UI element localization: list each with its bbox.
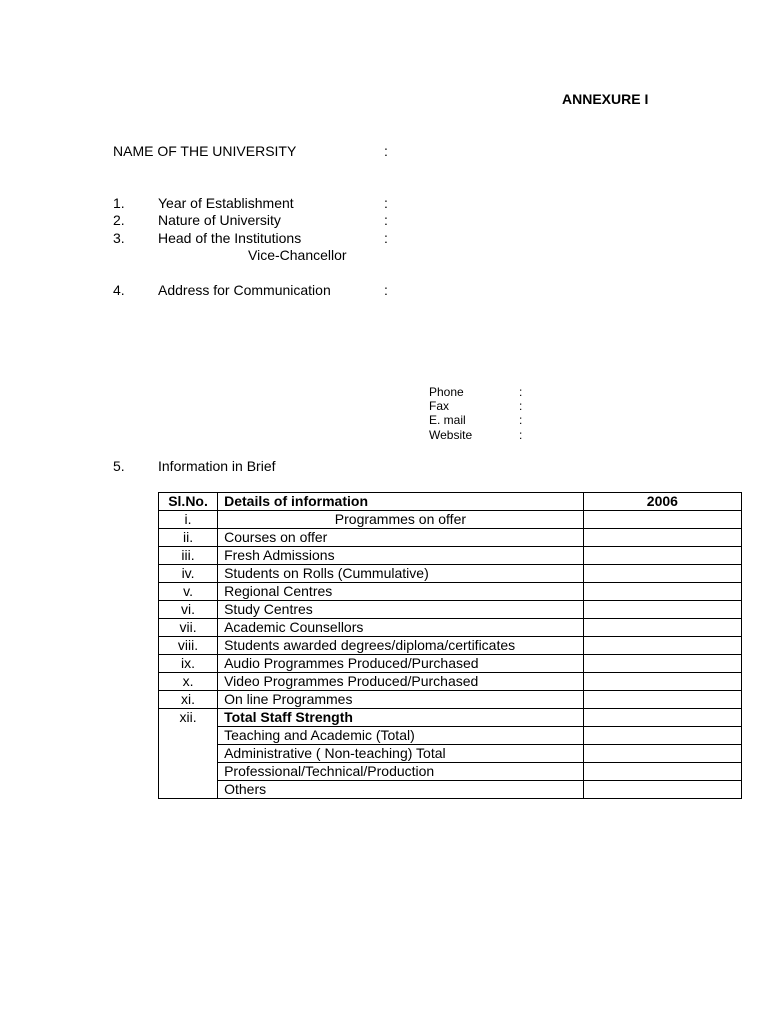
row-value-cell bbox=[583, 547, 741, 565]
contact-phone-label: Phone bbox=[429, 385, 464, 399]
row-detail: On line Programmes bbox=[218, 691, 584, 709]
staff-detail: Teaching and Academic (Total) bbox=[218, 727, 584, 745]
row-detail: Study Centres bbox=[218, 601, 584, 619]
row-value-cell bbox=[583, 691, 741, 709]
row-value-cell bbox=[583, 763, 741, 781]
table-header-row bbox=[159, 493, 742, 511]
row-sl: ii. bbox=[159, 529, 218, 547]
header-details: Details of information bbox=[218, 493, 584, 511]
contact-website-colon: : bbox=[519, 428, 523, 442]
row-sl: v. bbox=[159, 583, 218, 601]
row-value-cell bbox=[583, 529, 741, 547]
row-detail: Regional Centres bbox=[218, 583, 584, 601]
row-detail: Audio Programmes Produced/Purchased bbox=[218, 655, 584, 673]
staff-detail: Administrative ( Non-teaching) Total bbox=[218, 745, 584, 763]
contact-fax-label: Fax bbox=[429, 399, 450, 413]
row-detail: Video Programmes Produced/Purchased bbox=[218, 673, 584, 691]
field-nature-colon: : bbox=[384, 212, 388, 228]
field-head-label: Head of the Institutions bbox=[158, 230, 302, 246]
annexure-title: ANNEXURE I bbox=[562, 91, 649, 107]
table-row bbox=[159, 781, 742, 799]
table-row bbox=[159, 601, 742, 619]
address-number: 4. bbox=[113, 282, 125, 298]
header-sl-no: Sl.No. bbox=[159, 493, 218, 511]
row-value-cell bbox=[583, 709, 741, 727]
row-value-cell bbox=[583, 565, 741, 583]
address-colon: : bbox=[384, 282, 388, 298]
field-year-label: Year of Establishment bbox=[158, 195, 294, 211]
table-row bbox=[159, 547, 742, 565]
address-label: Address for Communication bbox=[158, 282, 331, 298]
row-detail: Courses on offer bbox=[218, 529, 584, 547]
table-row bbox=[159, 763, 742, 781]
row-sl: vii. bbox=[159, 619, 218, 637]
row-sl: viii. bbox=[159, 637, 218, 655]
brief-number: 5. bbox=[113, 458, 125, 474]
contact-email-label: E. mail bbox=[429, 413, 466, 427]
contact-website-label: Website bbox=[429, 428, 473, 442]
row-value-cell bbox=[583, 727, 741, 745]
row-value-cell bbox=[583, 781, 741, 799]
row-value-cell bbox=[583, 745, 741, 763]
row-sl: iv. bbox=[159, 565, 218, 583]
row-sl: ix. bbox=[159, 655, 218, 673]
field-year-number: 1. bbox=[113, 195, 125, 211]
row-sl: x. bbox=[159, 673, 218, 691]
row-sl: xi. bbox=[159, 691, 218, 709]
table-row bbox=[159, 583, 742, 601]
row-value-cell bbox=[583, 655, 741, 673]
university-name-colon: : bbox=[384, 143, 388, 159]
contact-phone-colon: : bbox=[519, 385, 523, 399]
row-sl: iii. bbox=[159, 547, 218, 565]
field-nature-label: Nature of University bbox=[158, 212, 281, 228]
row-value-cell bbox=[583, 583, 741, 601]
row-sl: xii. bbox=[159, 709, 218, 799]
table-row bbox=[159, 511, 742, 529]
vice-chancellor-label: Vice-Chancellor bbox=[248, 247, 347, 263]
brief-label: Information in Brief bbox=[158, 458, 276, 474]
row-detail: Academic Counsellors bbox=[218, 619, 584, 637]
row-sl: vi. bbox=[159, 601, 218, 619]
field-head-number: 3. bbox=[113, 230, 125, 246]
staff-detail: Others bbox=[218, 781, 584, 799]
staff-detail: Professional/Technical/Production bbox=[218, 763, 584, 781]
information-table bbox=[158, 492, 742, 799]
table-row bbox=[159, 529, 742, 547]
row-value-cell bbox=[583, 673, 741, 691]
row-detail: Total Staff Strength bbox=[218, 709, 584, 727]
table-row bbox=[159, 637, 742, 655]
table-row bbox=[159, 619, 742, 637]
field-nature-number: 2. bbox=[113, 212, 125, 228]
row-value-cell bbox=[583, 637, 741, 655]
row-detail: Students awarded degrees/diploma/certificates bbox=[218, 637, 584, 655]
field-year-colon: : bbox=[384, 195, 388, 211]
row-value-cell bbox=[583, 601, 741, 619]
row-detail: Programmes on offer bbox=[218, 511, 584, 529]
contact-fax-colon: : bbox=[519, 399, 523, 413]
table-row bbox=[159, 673, 742, 691]
table-row bbox=[159, 709, 742, 727]
row-value-cell bbox=[583, 619, 741, 637]
field-head-colon: : bbox=[384, 230, 388, 246]
table-row bbox=[159, 565, 742, 583]
row-detail: Fresh Admissions bbox=[218, 547, 584, 565]
row-value-cell bbox=[583, 511, 741, 529]
table-row bbox=[159, 655, 742, 673]
table-row bbox=[159, 727, 742, 745]
row-sl: i. bbox=[159, 511, 218, 529]
table-row bbox=[159, 691, 742, 709]
contact-email-colon: : bbox=[519, 413, 523, 427]
row-detail: Students on Rolls (Cummulative) bbox=[218, 565, 584, 583]
header-year: 2006 bbox=[583, 493, 741, 511]
table-row bbox=[159, 745, 742, 763]
university-name-label: NAME OF THE UNIVERSITY bbox=[113, 143, 297, 159]
